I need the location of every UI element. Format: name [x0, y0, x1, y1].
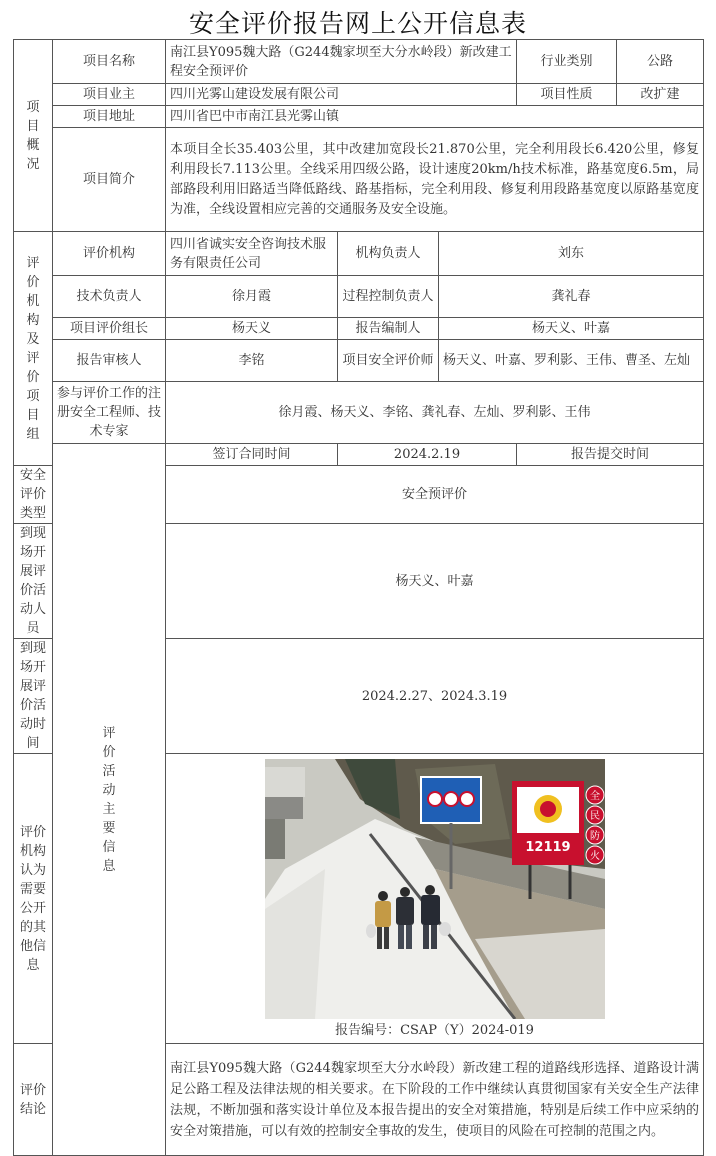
head-value: 刘东 [439, 232, 704, 276]
other-info-cell [166, 754, 704, 1044]
info-table [13, 39, 704, 1156]
process-value: 龚礼春 [439, 276, 704, 318]
tech-label: 技术负责人 [53, 276, 166, 318]
report-number: 报告编号：CSAP（Y）2024-019 [335, 1022, 534, 1038]
owner-label: 项目业主 [53, 84, 166, 106]
fire-hotline-text: 12119 [524, 839, 571, 855]
leader-label: 项目评价组长 [53, 318, 166, 340]
address-value: 四川省巴中市南江县光雾山镇 [166, 106, 704, 128]
section-organization: 评价机构及评价项目组 [14, 232, 53, 466]
time-value: 2024.2.27、2024.3.19 [166, 639, 704, 754]
owner-value: 四川光雾山建设发展有限公司 [166, 84, 517, 106]
reviewer-label: 报告审核人 [53, 340, 166, 382]
leader-value: 杨天义 [166, 318, 338, 340]
intro-value: 本项目全长35.403公里，其中改建加宽段长21.870公里，完全利用段长6.420公里，修复利用段长7.113公里。全线采用四级公路，设计速度20km/h技术标准，路基宽度6.5m，局部路段利用旧路适当降低路线、路基指标，完全利用段、修复利用段路基宽度以原路基宽度为准，全线设置相应完善的交通服务及安全设施。 [166, 128, 704, 232]
sign-char-1: 全 [589, 790, 600, 802]
intro-label: 项目简介 [53, 128, 166, 232]
staff-value: 杨天义、叶嘉 [166, 524, 704, 639]
industry-value: 公路 [617, 40, 704, 84]
safety-value: 杨天义、叶嘉、罗利影、王伟、曹圣、左灿 [439, 340, 704, 382]
contract-value: 2024.2.19 [338, 444, 517, 466]
address-label: 项目地址 [53, 106, 166, 128]
reviewer-value: 李铭 [166, 340, 338, 382]
conclusion-value: 南江县Y095魏大路（G244魏家坝至大分水岭段）新改建工程的道路线形选择、道路设计满足公路工程及法律法规的相关要求。在下阶段的工作中继续认真贯彻国家有关安全生产法律法规，不断加强和落实设计单位及本报告提出的安全对策措施，特别是后续工作中应采纳的安全对策措施，可以有效的控制安全事故的发生，使项目的风险在可控制的范围之内。 [166, 1044, 704, 1156]
section-overview: 项目概况 [14, 40, 53, 232]
site-photo-illustration [265, 759, 605, 1019]
time-label: 到现场开展评价活动时间 [14, 639, 53, 754]
experts-value: 徐月霞、杨天义、李铭、龚礼春、左灿、罗利影、王伟 [166, 382, 704, 444]
writer-label: 报告编制人 [338, 318, 439, 340]
contract-label: 签订合同时间 [166, 444, 338, 466]
site-photo [265, 759, 605, 1019]
experts-label: 参与评价工作的注册安全工程师、技术专家 [53, 382, 166, 444]
sign-char-3: 防 [589, 830, 600, 842]
safety-label: 项目安全评价师 [338, 340, 439, 382]
org-value: 四川省诚实安全咨询技术服务有限责任公司 [166, 232, 338, 276]
submit-label: 报告提交时间 [517, 444, 704, 466]
other-label: 评价机构认为需要公开的其他信息 [14, 754, 53, 1044]
type-label: 安全评价类型 [14, 466, 53, 524]
writer-value: 杨天义、叶嘉 [439, 318, 704, 340]
type-value: 安全预评价 [166, 466, 704, 524]
sign-char-4: 火 [589, 850, 600, 862]
sign-char-2: 民 [589, 810, 600, 822]
staff-label: 到现场开展评价活动人员 [14, 524, 53, 639]
section-activities: 评价活动主要信息 [53, 444, 166, 1156]
org-label: 评价机构 [53, 232, 166, 276]
process-label: 过程控制负责人 [338, 276, 439, 318]
nature-value: 改扩建 [617, 84, 704, 106]
project-name-label: 项目名称 [53, 40, 166, 84]
project-name-value: 南江县Y095魏大路（G244魏家坝至大分水岭段）新改建工程安全预评价 [166, 40, 517, 84]
nature-label: 项目性质 [517, 84, 617, 106]
tech-value: 徐月霞 [166, 276, 338, 318]
page-title: 安全评价报告网上公开信息表 [188, 9, 527, 38]
conclusion-label: 评价结论 [14, 1044, 53, 1156]
head-label: 机构负责人 [338, 232, 439, 276]
industry-label: 行业类别 [517, 40, 617, 84]
